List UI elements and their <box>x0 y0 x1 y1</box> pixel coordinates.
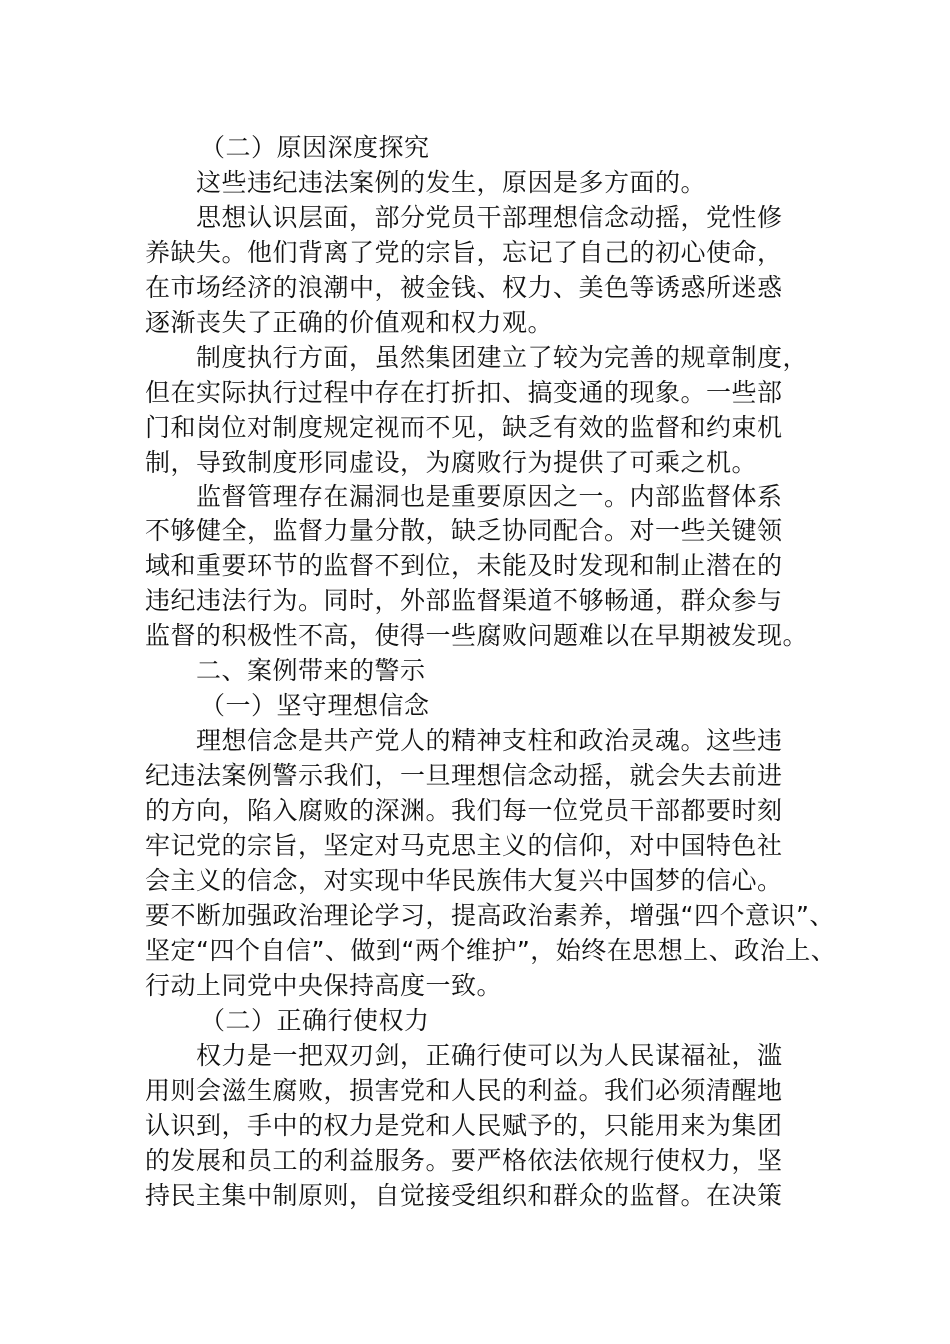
paragraph-line: 养缺失。他们背离了党的宗旨，忘记了自己的初心使命， <box>145 238 783 267</box>
paragraph-line: 门和岗位对制度规定视而不见，缺乏有效的监督和约束机 <box>145 413 783 442</box>
paragraph-line: 认识到，手中的权力是党和人民赋予的，只能用来为集团 <box>145 1111 783 1140</box>
paragraph-line: 的发展和员工的利益服务。要严格依法依规行使权力，坚 <box>145 1146 783 1175</box>
paragraph-line: 的方向，陷入腐败的深渊。我们每一位党员干部都要时刻 <box>145 796 783 825</box>
paragraph-line: 不够健全，监督力量分散，缺乏协同配合。对一些关键领 <box>145 516 783 545</box>
paragraph-line: 行动上同党中央保持高度一致。 <box>145 971 503 1000</box>
paragraph-line: 域和重要环节的监督不到位，未能及时发现和制止潜在的 <box>145 551 783 580</box>
paragraph-line: 在市场经济的浪潮中，被金钱、权力、美色等诱惑所迷惑 <box>145 273 783 302</box>
paragraph-line: 牢记党的宗旨，坚定对马克思主义的信仰，对中国特色社 <box>145 831 783 860</box>
paragraph-line: 坚定“四个自信”、做到“两个维护”，始终在思想上、政治上、 <box>145 936 837 965</box>
paragraph-line: 要不断加强政治理论学习，提高政治素养，增强“四个意识”、 <box>145 901 835 930</box>
subsection-heading: （一）坚守理想信念 <box>200 691 430 720</box>
paragraph-line: 纪违法案例警示我们，一旦理想信念动摇，就会失去前进 <box>145 761 783 790</box>
paragraph-line: 监督的积极性不高，使得一些腐败问题难以在早期被发现。 <box>145 621 809 650</box>
paragraph-line: 制度执行方面，虽然集团建立了较为完善的规章制度， <box>196 343 809 372</box>
paragraph-line: 违纪违法行为。同时，外部监督渠道不够畅通，群众参与 <box>145 586 783 615</box>
paragraph-line: 监督管理存在漏洞也是重要原因之一。内部监督体系 <box>196 482 783 511</box>
paragraph-line: 逐渐丧失了正确的价值观和权力观。 <box>145 308 554 337</box>
paragraph-line: 但在实际执行过程中存在打折扣、搞变通的现象。一些部 <box>145 378 783 407</box>
paragraph-line: 这些违纪违法案例的发生，原因是多方面的。 <box>196 168 707 197</box>
paragraph-line: 制，导致制度形同虚设，为腐败行为提供了可乘之机。 <box>145 448 758 477</box>
section-heading: 二、案例带来的警示 <box>196 656 426 685</box>
section-heading: （二）原因深度探究 <box>200 133 430 162</box>
subsection-heading: （二）正确行使权力 <box>200 1006 430 1035</box>
paragraph-line: 思想认识层面，部分党员干部理想信念动摇，党性修 <box>196 203 783 232</box>
paragraph-line: 理想信念是共产党人的精神支柱和政治灵魂。这些违 <box>196 726 783 755</box>
paragraph-line: 持民主集中制原则，自觉接受组织和群众的监督。在决策 <box>145 1181 783 1210</box>
paragraph-line: 权力是一把双刃剑，正确行使可以为人民谋福祉，滥 <box>196 1041 783 1070</box>
paragraph-line: 用则会滋生腐败，损害党和人民的利益。我们必须清醒地 <box>145 1076 783 1105</box>
paragraph-line: 会主义的信念，对实现中华民族伟大复兴中国梦的信心。 <box>145 866 783 895</box>
